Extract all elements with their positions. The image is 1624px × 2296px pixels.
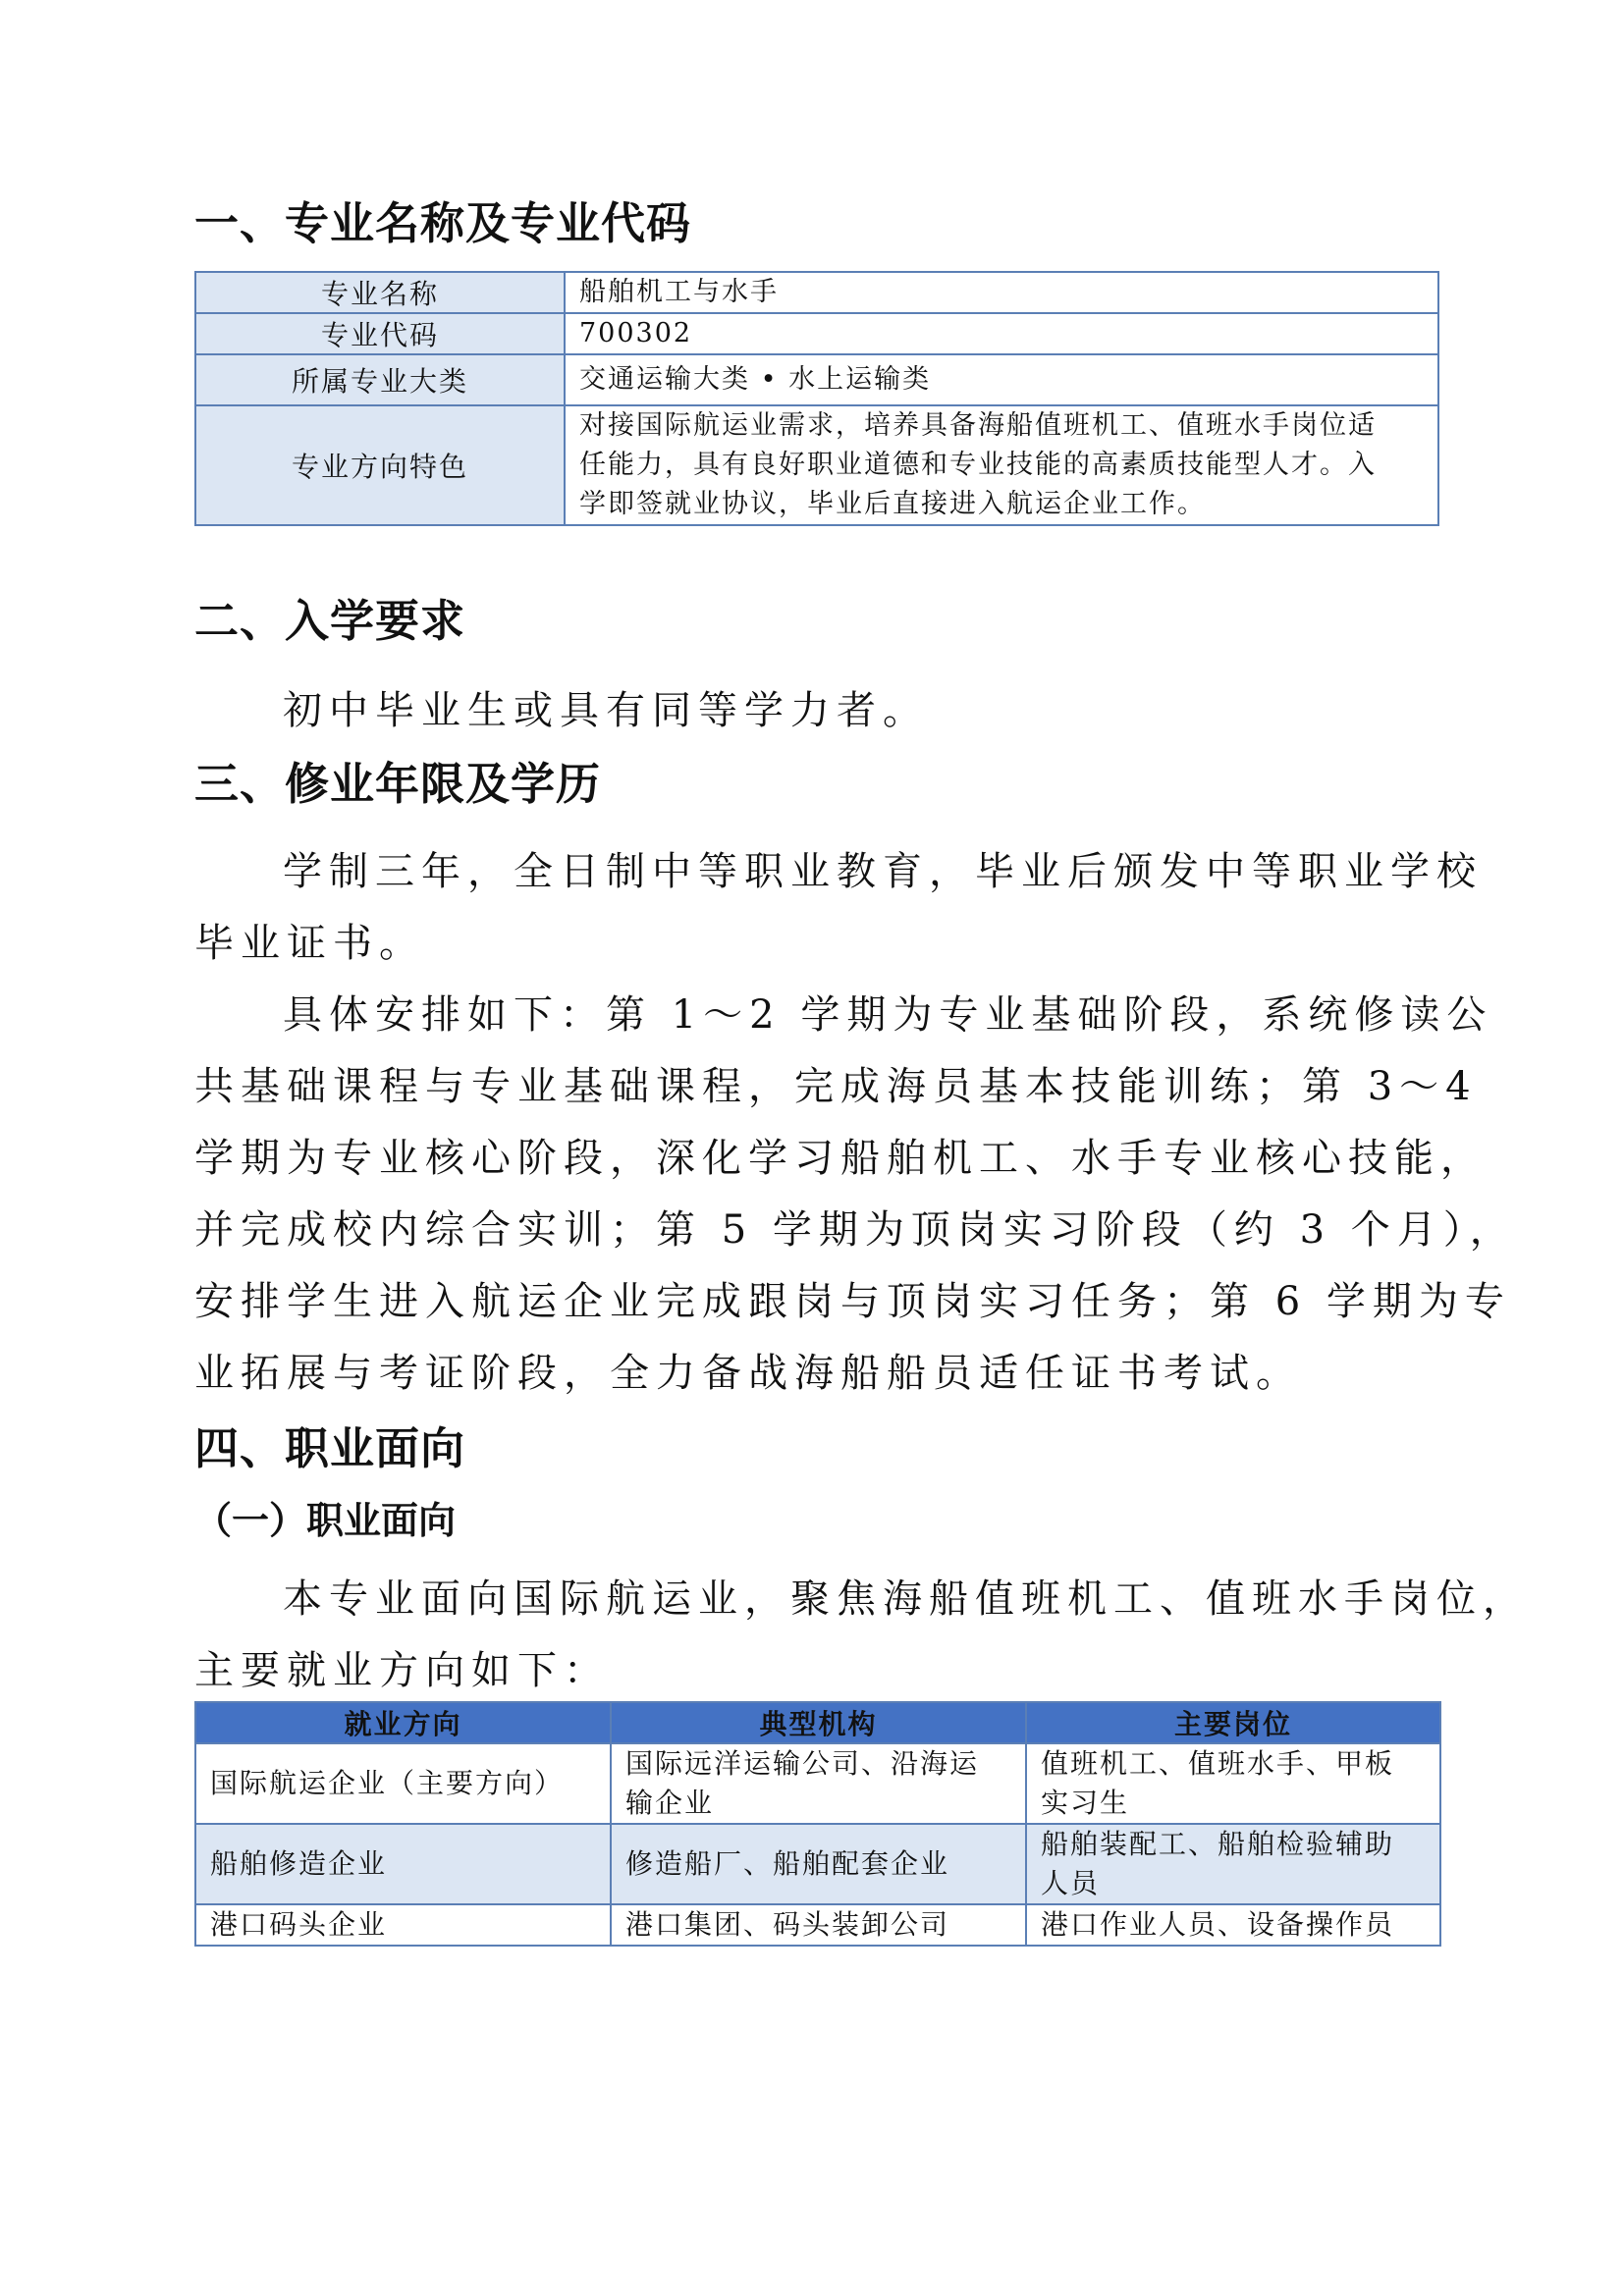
- duration-paragraph-2: [194, 980, 1516, 1410]
- paragraph-line: 毕业证书。: [194, 921, 425, 966]
- paragraph-line: 主要就业方向如下：: [194, 1648, 610, 1693]
- section-heading-4: 四、职业面向: [194, 1422, 466, 1474]
- table-key: 专业代码: [195, 313, 565, 354]
- table-cell: [1026, 1743, 1440, 1824]
- table-cell: 港口码头企业: [195, 1904, 611, 1946]
- table-cell: [1026, 1824, 1440, 1904]
- paragraph-line: 学期为专业核心阶段，深化学习船舶机工、水手专业核心技能，: [194, 1136, 1487, 1181]
- section-heading-3: 三、修业年限及学历: [194, 758, 602, 810]
- cell-line: 国际远洋运输公司、沿海运: [625, 1747, 980, 1780]
- paragraph-line: 安排学生进入航运企业完成跟岗与顶岗实习任务；第 6 学期为专: [194, 1279, 1511, 1324]
- table-cell: 港口集团、码头装卸公司: [611, 1904, 1026, 1946]
- paragraph-line: 本专业面向国际航运业，聚焦海船值班机工、值班水手岗位，: [283, 1576, 1529, 1622]
- table-cell: [611, 1743, 1026, 1824]
- table-key: 专业方向特色: [195, 405, 565, 525]
- table-header: 就业方向: [195, 1702, 611, 1743]
- paragraph-line: 学制三年，全日制中等职业教育，毕业后颁发中等职业学校: [283, 849, 1483, 894]
- table-row: [195, 1743, 1440, 1824]
- subsection-heading: （一）职业面向: [194, 1499, 457, 1542]
- paragraph-line: 共基础课程与专业基础课程，完成海员基本技能训练；第 3～4: [194, 1064, 1478, 1109]
- table-header: 典型机构: [611, 1702, 1026, 1743]
- table-value-line: 学即签就业协议，毕业后直接进入航运企业工作。: [579, 489, 1206, 519]
- paragraph-line: 业拓展与考证阶段，全力备战海船船员适任证书考试。: [194, 1351, 1302, 1396]
- table-row: [195, 405, 1438, 525]
- table-row: [195, 272, 1438, 313]
- cell-line: 船舶装配工、船舶检验辅助: [1041, 1828, 1395, 1860]
- table-header: 主要岗位: [1026, 1702, 1440, 1743]
- major-info-table: [194, 271, 1439, 526]
- paragraph-line: 并完成校内综合实训；第 5 学期为顶岗实习阶段（约 3 个月），: [194, 1207, 1516, 1253]
- career-intro-paragraph: [194, 1564, 1529, 1707]
- table-key: 所属专业大类: [195, 354, 565, 405]
- paragraph-line: 初中毕业生或具有同等学力者。: [283, 688, 929, 733]
- table-row: [195, 354, 1438, 405]
- table-cell: 船舶修造企业: [195, 1824, 611, 1904]
- table-value-line: 对接国际航运业需求，培养具备海船值班机工、值班水手岗位适: [579, 410, 1377, 441]
- cell-line: 输企业: [625, 1787, 715, 1819]
- cell-line: 实习生: [1041, 1787, 1130, 1819]
- table-cell: 国际航运企业（主要方向）: [195, 1743, 611, 1824]
- section-heading-1: 一、专业名称及专业代码: [194, 197, 692, 249]
- admission-paragraph: [194, 675, 1439, 747]
- table-key: 专业名称: [195, 272, 565, 313]
- table-cell: 港口作业人员、设备操作员: [1026, 1904, 1440, 1946]
- table-value: 船舶机工与水手: [565, 272, 1438, 313]
- table-value: [565, 405, 1438, 525]
- career-table: [194, 1701, 1441, 1947]
- section-heading-2: 二、入学要求: [194, 595, 466, 647]
- table-value: 交通运输大类 • 水上运输类: [565, 354, 1438, 405]
- table-row: [195, 1904, 1440, 1946]
- cell-line: 人员: [1041, 1867, 1101, 1899]
- table-row: [195, 1824, 1440, 1904]
- table-row: [195, 313, 1438, 354]
- paragraph-line: 具体安排如下：第 1～2 学期为专业基础阶段，系统修读公: [283, 992, 1493, 1038]
- table-cell: 修造船厂、船舶配套企业: [611, 1824, 1026, 1904]
- table-value: 700302: [565, 313, 1438, 354]
- table-value-line: 任能力，具有良好职业道德和专业技能的高素质技能型人才。入: [579, 450, 1377, 480]
- duration-paragraph-1: [194, 836, 1483, 980]
- table-header-row: [195, 1702, 1440, 1743]
- cell-line: 值班机工、值班水手、甲板: [1041, 1747, 1395, 1780]
